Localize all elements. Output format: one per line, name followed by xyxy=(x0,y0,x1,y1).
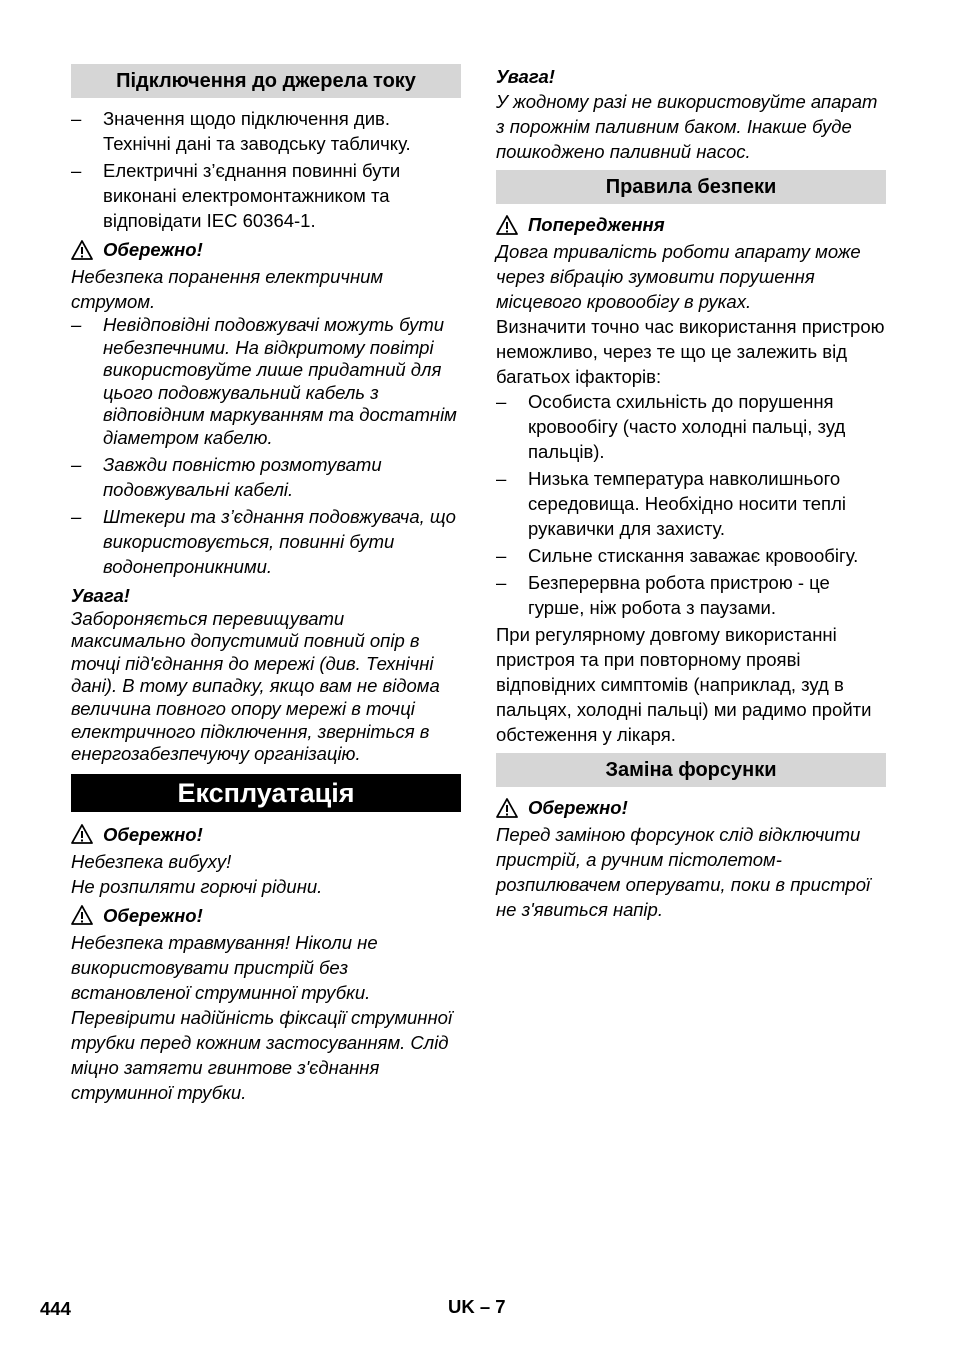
caution-heading xyxy=(71,822,461,847)
warning-triangle-icon xyxy=(496,798,518,818)
section-title-power: Підключення до джерела току xyxy=(71,64,461,98)
warning-text: Довга тривалість роботи апарату може через вібрацію зумовити порушення місцевого кровообігу в руках. xyxy=(496,241,861,312)
list-item: – Значення щодо підключення див. Технічні дані та заводську табличку. xyxy=(71,106,461,156)
section-page-label: UK – 7 xyxy=(448,1296,506,1317)
caution-label: Обережно! xyxy=(103,239,203,260)
right-column xyxy=(496,64,886,922)
note-text: У жодному разі не використовуйте апарат з порожнім паливним баком. Інакше буде пошкоджено паливний насос. xyxy=(496,91,878,162)
list-item: – Невідповідні подовжувачі можуть бути небезпечними. На відкритому повітрі використовуйте лише придатний для цього подовжувальний кабель з відповідним маркуванням та достатнім діаметром кабелю. xyxy=(71,314,461,450)
caution-list xyxy=(71,314,461,579)
safety-outro: При регулярному довгому використанні пристроя та при повторному прояві відповідних симптомів (наприклад, зуд в пальцях, холодні пальці) ми радимо пройти обстеження у лікаря. xyxy=(496,624,872,745)
list-item: – Низька температура навколишнього середовища. Необхідно носити теплі рукавички для захисту. xyxy=(496,466,886,541)
note-text: Забороняється перевищувати максимально допустимий повний опір в точці під'єднання до мережі (див. Технічні дані). В тому випадку, якщо вам не відома величина повного опору мережі в точці електричного підключення, зверніться в енергозабезпечуючу організацію. xyxy=(71,607,440,765)
caution-text: Небезпека поранення електричним струмом. xyxy=(71,266,384,312)
power-list xyxy=(71,106,461,233)
caution-heading xyxy=(496,795,886,820)
section-title-nozzle: Заміна форсунки xyxy=(496,753,886,787)
caution-text-line: Небезпека вибуху! xyxy=(71,850,232,872)
warning-heading xyxy=(496,212,886,237)
list-item: – Штекери та з’єднання подовжувача, що використовується, повинні бути водонепроникними. xyxy=(71,504,461,579)
list-item: – Особиста схильність до порушення кровообігу (часто холодні пальці, зуд пальців). xyxy=(496,389,886,464)
section-title-safety: Правила безпеки xyxy=(496,170,886,204)
caution-text-line: Не розпиляти горючі рідини. xyxy=(71,875,323,897)
section-title-operation: Експлуатація xyxy=(71,774,461,812)
list-item: – Безперервна робота пристрою - це гурше, ніж робота з паузами. xyxy=(496,570,886,620)
list-item: – Електричні з’єднання повинні бути виконані електромонтажником та відповідати IEC 60364-1. xyxy=(71,158,461,233)
note-label: Увага! xyxy=(71,584,130,606)
warning-triangle-icon xyxy=(71,240,93,260)
warning-triangle-icon xyxy=(496,215,518,235)
caution-text: Перед заміною форсунок слід відключити пристрій, а ручним пістолетом-розпилювачем оперувати, поки в пристрої не з'явиться напір. xyxy=(496,824,871,920)
list-item: – Сильне стискання заважає кровообігу. xyxy=(496,543,886,568)
warning-triangle-icon xyxy=(71,905,93,925)
left-column xyxy=(71,64,461,1105)
note-label: Увага! xyxy=(496,66,555,87)
caution-heading xyxy=(71,903,461,928)
safety-intro: Визначити точно час використання пристрою неможливо, через те що це залежить від багатьох іфакторів: xyxy=(496,316,885,387)
warning-triangle-icon xyxy=(71,824,93,844)
warning-label: Попередження xyxy=(528,214,665,235)
page-number: 444 xyxy=(40,1298,71,1319)
caution-label: Обережно! xyxy=(103,823,203,845)
list-item: – Завжди повністю розмотувати подовжувальні кабелі. xyxy=(71,452,461,502)
caution-label: Обережно! xyxy=(103,904,203,926)
caution-label: Обережно! xyxy=(528,797,628,818)
safety-list xyxy=(496,389,886,620)
caution-text: Небезпека травмування! Ніколи не використовувати пристрій без встановленої струминної трубки. Перевірити надійність фіксації струминної трубки перед кожним застосуванням. Слід міцно затягти гвинтове з'єднання струминної трубки. xyxy=(71,931,453,1103)
caution-heading xyxy=(71,237,461,262)
